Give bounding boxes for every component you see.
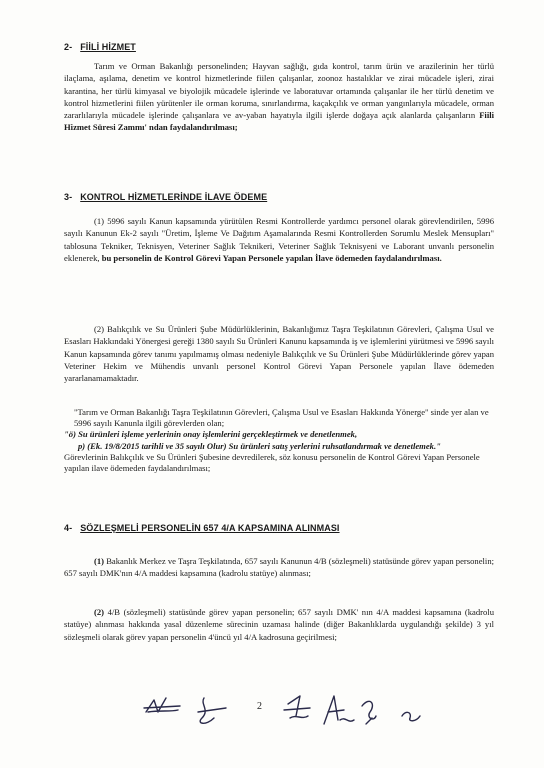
section-3-quote-block <box>64 407 494 474</box>
quote-item-o: "ö) Su ürünleri işleme yerlerinin onay işlemlerini gerçekleştirmek ve denetlenmek, <box>64 429 358 440</box>
signature-5 <box>362 701 376 724</box>
section-4-title: SÖZLEŞMELİ PERSONELİN 657 4/A KAPSAMINA ALINMASI <box>80 523 340 533</box>
section-4-paragraph-1 <box>64 555 494 580</box>
section-2-number: 2- <box>64 42 73 52</box>
section-2-text: Tarım ve Orman Bakanlığı personelinden; Hayvan sağlığı, gıda kontrol, tarım ürün ve arazilerinin her türlü ilaçlama, aşılama, denetim ve kontrol hizmetlerinde fiilen çalışanlar, zoonoz hastalıklar ve zirai mücadele işleri, zirai karantina, her türlü kimyasal ve biyolojik mücadele işlerinde ve laboratuvar ortamında çalışanlar ile her türlü denetim ve kontrol hizmetlerini fiilen yürütenler ile orman koruma, sınırlandırma, kaçakçılık ve orman yangınlarıyla mücadele, orman zararlılarıyla mücadele işlerinde çalışanlara ve av-yaban hayatıyla ilgili işlerde doğaya açık alanlarda çalışanların <box>64 61 494 121</box>
section-4-paragraph-2 <box>64 606 494 643</box>
section-2-title: FİİLİ HİZMET <box>80 42 136 52</box>
section-4-heading <box>64 523 340 533</box>
section-3-p1-bold-text: bu personelin de Kontrol Görevi Yapan Personele yapılan İlave ödemeden faydalandırılması. <box>101 252 442 263</box>
section-4-p2-lead: (2) <box>94 607 105 617</box>
section-4-number: 4- <box>64 523 73 533</box>
section-2-heading <box>64 42 136 52</box>
signature-4 <box>324 696 354 724</box>
section-3-title: KONTROL HİZMETLERİNDE İLAVE ÖDEME <box>80 192 268 202</box>
quote-intro: "Tarım ve Orman Bakanlığı Taşra Teşkilatının Görevleri, Çalışma Usul ve Esasları Hakkında Yönerge" sinde yer alan ve 5996 sayılı Kanunla ilgili görevlerden olan; <box>74 407 489 429</box>
signature-3 <box>284 696 310 718</box>
section-2-paragraph <box>64 60 494 134</box>
section-3-heading <box>64 192 267 202</box>
signature-6 <box>402 712 420 720</box>
section-3-p2-text: (2) Balıkçılık ve Su Ürünleri Şube Müdürlüklerinin, Bakanlığımız Taşra Teşkilatının Görevleri, Çalışma Usul ve Esasları Hakkındaki Yönergesi gereği 1380 sayılı Su Ürünleri Kanunu kapsamında iş ve işlemlerini yürütmesi ve 5996 sayılı Kanun kapsamında görev tanımı yapılmamış olması nedeniyle Balıkçılık ve Su Ürünleri Şube Müdürlüklerinde görev yapan Veteriner Hekim ve Mühendis unvanlı personel Kontrol Görevi Yapan Personele yapılan İlave ödemeden yararlanamamaktadır. <box>64 324 494 384</box>
signatures-image <box>140 690 440 740</box>
section-4-p1-text: Bakanlık Merkez ve Taşra Teşkilatında, 657 sayılı Kanunun 4/B (sözleşmeli) statüsünde görev yapan personelin; 657 sayılı DMK'nın 4/A maddesi kapsamına (kadrolu statüye) alınması; <box>64 556 494 579</box>
section-4-p2-text: 4/B (sözleşmeli) statüsünde görev yapan personelin; 657 sayılı DMK' nın 4/A maddesi kapsamına (kadrolu statüye) alınması hakkında yasal düzenleme sürecinin uzaması halinde (diğer Bakanlıklarda uygulandığı şekilde) 3 yıl sözleşmeli olarak görev yapan personelin 4'üncü yıl 4/A kadrosuna geçirilmesi; <box>64 607 494 642</box>
section-3-paragraph-1 <box>64 215 494 264</box>
quote-conclusion: Görevlerinin Balıkçılık ve Su Ürünleri Şubesine devredilerek, söz konusu personelin de Kontrol Görevi Yapan Personele yapılan ilave ödemeden faydalandırılması; <box>64 451 480 474</box>
quote-item-p: p) (Ek. 19/8/2015 tarihli ve 35 sayılı Olur) Su ürünleri satış yerlerini ruhsatlandırmak ve denetlemek." <box>78 440 441 451</box>
signature-1 <box>144 698 180 712</box>
section-3-p1-text: (1) 5996 sayılı Kanun kapsamında yürütülen Resmi Kontrollerde yardımcı personel olarak görevlendirilen, 5996 sayılı Kanunun Ek-2 sayılı "Üretim, İşleme Ve Dağıtım Aşamalarında Resmi Kontrollerden Sorumlu Meslek Mensupları" tablosuna Tekniker, Teknisyen, Veteriner Sağlık Teknikeri, Veteriner Sağlık Teknisyeni ve Laborant unvanlı personelin eklenerek, <box>64 216 494 263</box>
page-number: 2 <box>257 701 262 712</box>
signature-2 <box>198 698 226 723</box>
section-2-bold-text: Fiili Hizmet Süresi Zammı' ndan faydalandırılması; <box>64 110 494 133</box>
section-4-p1-lead: (1) <box>94 556 105 566</box>
section-3-number: 3- <box>64 192 73 202</box>
section-3-paragraph-2 <box>64 323 494 384</box>
